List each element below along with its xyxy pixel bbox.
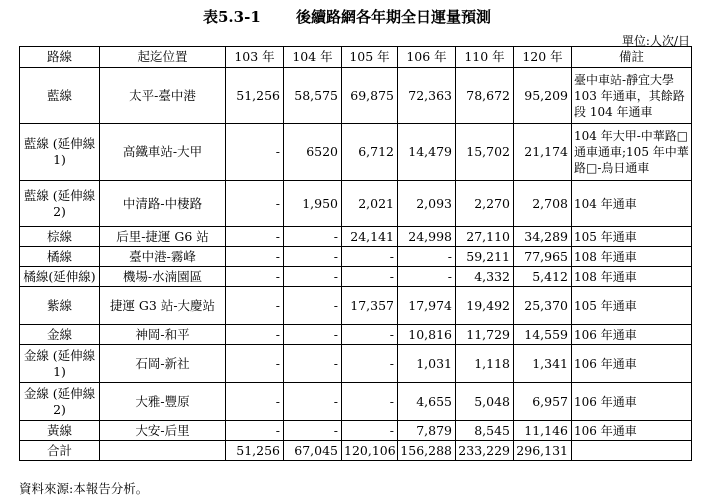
- value-110: 27,110: [456, 227, 514, 247]
- total-105: 120,106: [342, 441, 398, 461]
- value-103: -: [226, 287, 284, 325]
- section-cell: 中清路-中棲路: [100, 181, 226, 227]
- value-103: -: [226, 247, 284, 267]
- section-cell: 太平-臺中港: [100, 68, 226, 124]
- note-cell: 臺中車站-靜宜大學 103 年通車，其餘路段 104 年通車: [572, 68, 692, 124]
- note-cell: 105 年通車: [572, 227, 692, 247]
- value-120: 25,370: [514, 287, 572, 325]
- value-105: 69,875: [342, 68, 398, 124]
- total-120: 296,131: [514, 441, 572, 461]
- section-cell: 臺中港-霧峰: [100, 247, 226, 267]
- header-120: 120 年: [514, 47, 572, 68]
- total-row: [20, 441, 692, 461]
- value-106: 2,093: [398, 181, 456, 227]
- route-cell: 紫線: [20, 287, 100, 325]
- value-106: 24,998: [398, 227, 456, 247]
- header-route: 路線: [20, 47, 100, 68]
- value-105: 6,712: [342, 124, 398, 181]
- value-120: 34,289: [514, 227, 572, 247]
- value-105: 17,357: [342, 287, 398, 325]
- value-105: -: [342, 325, 398, 345]
- value-105: -: [342, 383, 398, 421]
- value-104: 6520: [284, 124, 342, 181]
- value-106: 1,031: [398, 345, 456, 383]
- value-106: 72,363: [398, 68, 456, 124]
- route-cell: 藍線: [20, 68, 100, 124]
- value-120: 77,965: [514, 247, 572, 267]
- value-104: -: [284, 383, 342, 421]
- value-106: 17,974: [398, 287, 456, 325]
- table-row: [20, 267, 692, 287]
- value-120: 5,412: [514, 267, 572, 287]
- note-cell: 104 年大甲-中華路□通車通車;105 年中華路□-烏日通車: [572, 124, 692, 181]
- value-104: -: [284, 227, 342, 247]
- section-cell: 機場-水湳園區: [100, 267, 226, 287]
- table-row: [20, 345, 692, 383]
- value-110: 5,048: [456, 383, 514, 421]
- note-cell: 108 年通車: [572, 247, 692, 267]
- total-note-empty: [572, 441, 692, 461]
- value-103: -: [226, 383, 284, 421]
- value-120: 21,174: [514, 124, 572, 181]
- value-104: 1,950: [284, 181, 342, 227]
- table-row: [20, 383, 692, 421]
- section-cell: 捷運 G3 站-大慶站: [100, 287, 226, 325]
- value-103: -: [226, 124, 284, 181]
- value-103: -: [226, 267, 284, 287]
- section-cell: 高鐵車站-大甲: [100, 124, 226, 181]
- value-110: 2,270: [456, 181, 514, 227]
- header-row: [20, 47, 692, 68]
- route-cell: 黃線: [20, 421, 100, 441]
- header-105: 105 年: [342, 47, 398, 68]
- value-110: 78,672: [456, 68, 514, 124]
- route-cell: 金線: [20, 325, 100, 345]
- total-104: 67,045: [284, 441, 342, 461]
- total-103: 51,256: [226, 441, 284, 461]
- route-cell: 橘線(延伸線): [20, 267, 100, 287]
- note-cell: 106 年通車: [572, 421, 692, 441]
- value-103: -: [226, 325, 284, 345]
- table-title: 後續路網各年期全日運量預測: [296, 8, 492, 26]
- value-110: 1,118: [456, 345, 514, 383]
- source-note: 資料來源:本報告分析。: [19, 481, 149, 496]
- header-106: 106 年: [398, 47, 456, 68]
- value-103: -: [226, 227, 284, 247]
- value-120: 1,341: [514, 345, 572, 383]
- section-cell: 神岡-和平: [100, 325, 226, 345]
- value-104: -: [284, 247, 342, 267]
- value-103: 51,256: [226, 68, 284, 124]
- value-120: 2,708: [514, 181, 572, 227]
- route-cell: 藍線 (延伸線 1): [20, 124, 100, 181]
- value-105: 2,021: [342, 181, 398, 227]
- value-106: 7,879: [398, 421, 456, 441]
- value-106: -: [398, 247, 456, 267]
- value-120: 6,957: [514, 383, 572, 421]
- value-106: 4,655: [398, 383, 456, 421]
- section-cell: 大安-后里: [100, 421, 226, 441]
- route-cell: 金線 (延伸線 2): [20, 383, 100, 421]
- value-105: -: [342, 421, 398, 441]
- unit-label: 單位:人次/日: [621, 34, 690, 48]
- route-cell: 橘線: [20, 247, 100, 267]
- value-103: -: [226, 421, 284, 441]
- note-cell: 108 年通車: [572, 267, 692, 287]
- table-row: [20, 124, 692, 181]
- value-105: -: [342, 247, 398, 267]
- value-103: -: [226, 345, 284, 383]
- header-note: 備註: [572, 47, 692, 68]
- value-103: -: [226, 181, 284, 227]
- note-cell: 106 年通車: [572, 383, 692, 421]
- value-110: 11,729: [456, 325, 514, 345]
- table-row: [20, 68, 692, 124]
- total-106: 156,288: [398, 441, 456, 461]
- note-cell: 104 年通車: [572, 181, 692, 227]
- value-104: 58,575: [284, 68, 342, 124]
- table-row: [20, 421, 692, 441]
- value-104: -: [284, 345, 342, 383]
- header-104: 104 年: [284, 47, 342, 68]
- table-row: [20, 227, 692, 247]
- note-cell: 105 年通車: [572, 287, 692, 325]
- section-cell: 大雅-豐原: [100, 383, 226, 421]
- value-104: -: [284, 325, 342, 345]
- value-104: -: [284, 421, 342, 441]
- total-empty: [100, 441, 226, 461]
- value-104: -: [284, 287, 342, 325]
- value-110: 4,332: [456, 267, 514, 287]
- table-row: [20, 181, 692, 227]
- table-caption: [0, 6, 720, 28]
- route-cell: 棕線: [20, 227, 100, 247]
- route-cell: 藍線 (延伸線 2): [20, 181, 100, 227]
- value-110: 15,702: [456, 124, 514, 181]
- value-106: 14,479: [398, 124, 456, 181]
- header-110: 110 年: [456, 47, 514, 68]
- table-row: [20, 247, 692, 267]
- value-105: -: [342, 267, 398, 287]
- value-105: -: [342, 345, 398, 383]
- section-cell: 石岡-新社: [100, 345, 226, 383]
- value-120: 11,146: [514, 421, 572, 441]
- value-110: 8,545: [456, 421, 514, 441]
- route-cell: 金線 (延伸線 1): [20, 345, 100, 383]
- section-cell: 后里-捷運 G6 站: [100, 227, 226, 247]
- value-120: 95,209: [514, 68, 572, 124]
- value-106: -: [398, 267, 456, 287]
- table-row: [20, 325, 692, 345]
- ridership-table: [19, 46, 692, 461]
- value-120: 14,559: [514, 325, 572, 345]
- note-cell: 106 年通車: [572, 325, 692, 345]
- value-105: 24,141: [342, 227, 398, 247]
- value-110: 19,492: [456, 287, 514, 325]
- value-110: 59,211: [456, 247, 514, 267]
- table-number: 表5.3-1: [203, 8, 261, 26]
- total-label: 合計: [20, 441, 100, 461]
- header-103: 103 年: [226, 47, 284, 68]
- note-cell: 106 年通車: [572, 345, 692, 383]
- value-106: 10,816: [398, 325, 456, 345]
- header-section: 起迄位置: [100, 47, 226, 68]
- table-row: [20, 287, 692, 325]
- value-104: -: [284, 267, 342, 287]
- total-110: 233,229: [456, 441, 514, 461]
